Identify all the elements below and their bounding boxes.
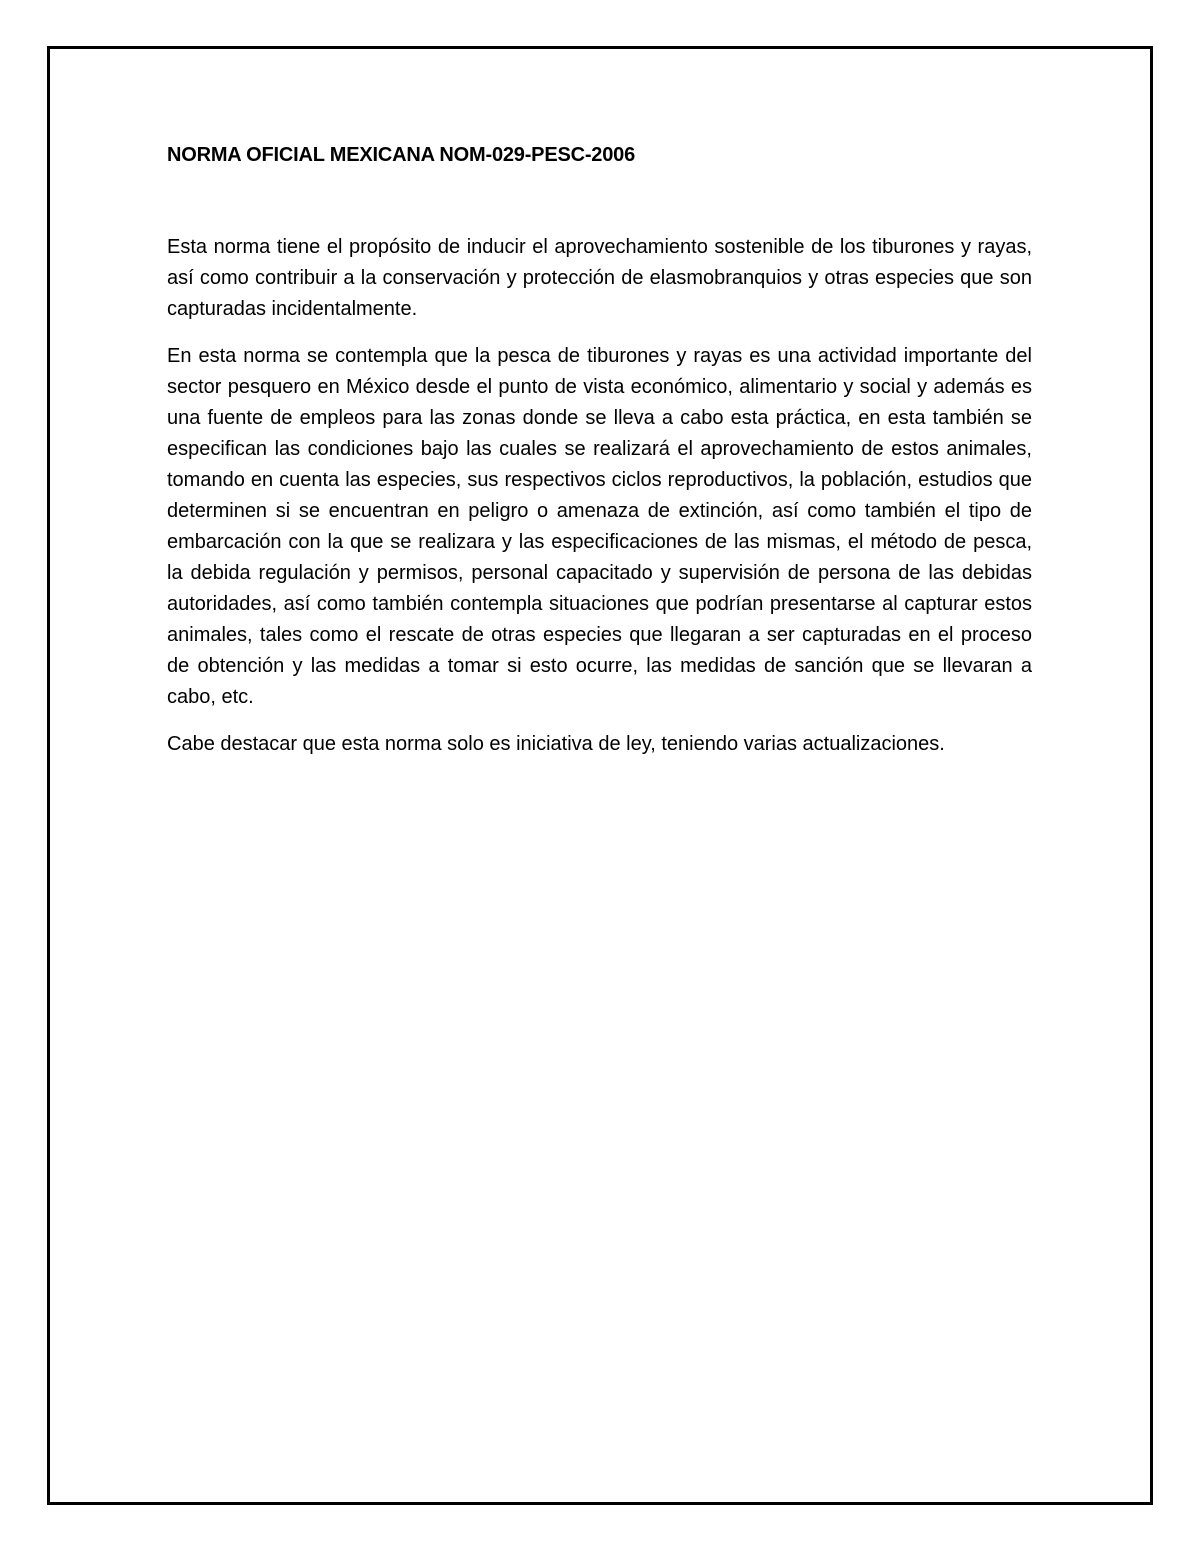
paragraph-conclusion: Cabe destacar que esta norma solo es iniciativa de ley, teniendo varias actualizaciones. bbox=[167, 733, 945, 755]
document-body bbox=[167, 142, 1032, 776]
document-title: NORMA OFICIAL MEXICANA NOM-029-PESC-2006 bbox=[167, 144, 635, 166]
paragraph-description: En esta norma se contempla que la pesca de tiburones y rayas es una actividad importante del sector pesquero en México desde el punto de vista económico, alimentario y social y además es una fuente de empleos para las zonas donde se lleva a cabo esta práctica, en esta también se especifican las condiciones bajo las cuales se realizará el aprovechamiento de estos animales, tomando en cuenta las especies, sus respectivos ciclos reproductivos, la población, estudios que determinen si se encuentran en peligro o amenaza de extinción, así como también el tipo de embarcación con la que se realizara y las especificaciones de las mismas, el método de pesca, la debida regulación y permisos, personal capacitado y supervisión de persona de las debidas autoridades, así como también contempla situaciones que podrían presentarse al capturar estos animales, tales como el rescate de otras especies que llegaran a ser capturadas en el proceso de obtención y las medidas a tomar si esto ocurre, las medidas de sanción que se llevaran a cabo, etc. bbox=[167, 345, 1032, 708]
paragraph-purpose: Esta norma tiene el propósito de inducir el aprovechamiento sostenible de los tiburones y rayas, así como contribuir a la conservación y protección de elasmobranquios y otras especies que son capturadas incidentalmente. bbox=[167, 236, 1032, 320]
